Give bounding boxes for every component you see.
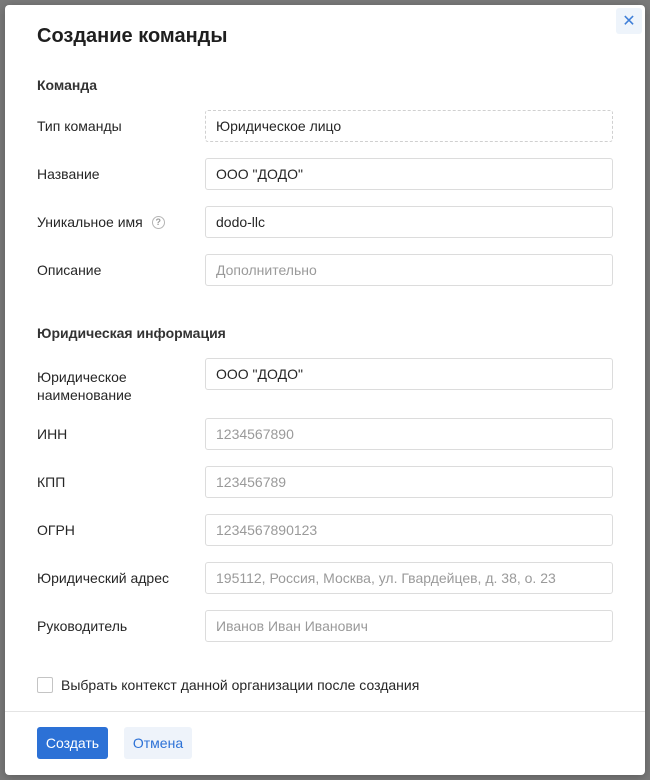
name-label: Название <box>37 166 100 182</box>
row-head <box>37 610 613 642</box>
question-icon[interactable]: ? <box>152 216 165 229</box>
description-label: Описание <box>37 262 102 278</box>
head-input[interactable] <box>205 610 613 642</box>
select-context-label: Выбрать контекст данной организации после создания <box>61 677 420 693</box>
legal-name-label: Юридическое наименование <box>37 369 132 403</box>
team-type-field: Юридическое лицо <box>205 110 613 142</box>
close-icon: ✕ <box>622 13 636 30</box>
inn-input[interactable] <box>205 418 613 450</box>
legal-address-label: Юридический адрес <box>37 570 170 586</box>
ogrn-input[interactable] <box>205 514 613 546</box>
row-legal-name <box>37 358 613 403</box>
unique-name-label: Уникальное имя <box>37 214 143 230</box>
row-unique-name <box>37 206 613 238</box>
legal-address-input[interactable] <box>205 562 613 594</box>
row-team-type <box>37 110 613 142</box>
row-name <box>37 158 613 190</box>
select-context-checkbox-row[interactable] <box>37 677 419 693</box>
row-kpp <box>37 466 613 498</box>
kpp-input[interactable] <box>205 466 613 498</box>
unique-name-input[interactable] <box>205 206 613 238</box>
section-title-legal: Юридическая информация <box>37 325 226 341</box>
head-label: Руководитель <box>37 618 128 634</box>
row-inn <box>37 418 613 450</box>
select-context-checkbox[interactable] <box>37 677 53 693</box>
inn-label: ИНН <box>37 426 68 442</box>
cancel-button[interactable]: Отмена <box>124 727 192 759</box>
create-button[interactable]: Создать <box>37 727 108 759</box>
description-input[interactable] <box>205 254 613 286</box>
name-input[interactable] <box>205 158 613 190</box>
create-team-dialog <box>5 5 645 775</box>
team-type-label: Тип команды <box>37 118 122 134</box>
row-ogrn <box>37 514 613 546</box>
kpp-label: КПП <box>37 474 66 490</box>
close-button[interactable] <box>616 8 642 34</box>
row-description <box>37 254 613 286</box>
ogrn-label: ОГРН <box>37 522 75 538</box>
legal-name-input[interactable] <box>205 358 613 390</box>
section-title-team: Команда <box>37 77 97 93</box>
row-legal-address <box>37 562 613 594</box>
footer-divider <box>5 711 645 712</box>
dialog-title: Создание команды <box>37 25 228 47</box>
unique-name-label-wrap <box>37 213 205 231</box>
